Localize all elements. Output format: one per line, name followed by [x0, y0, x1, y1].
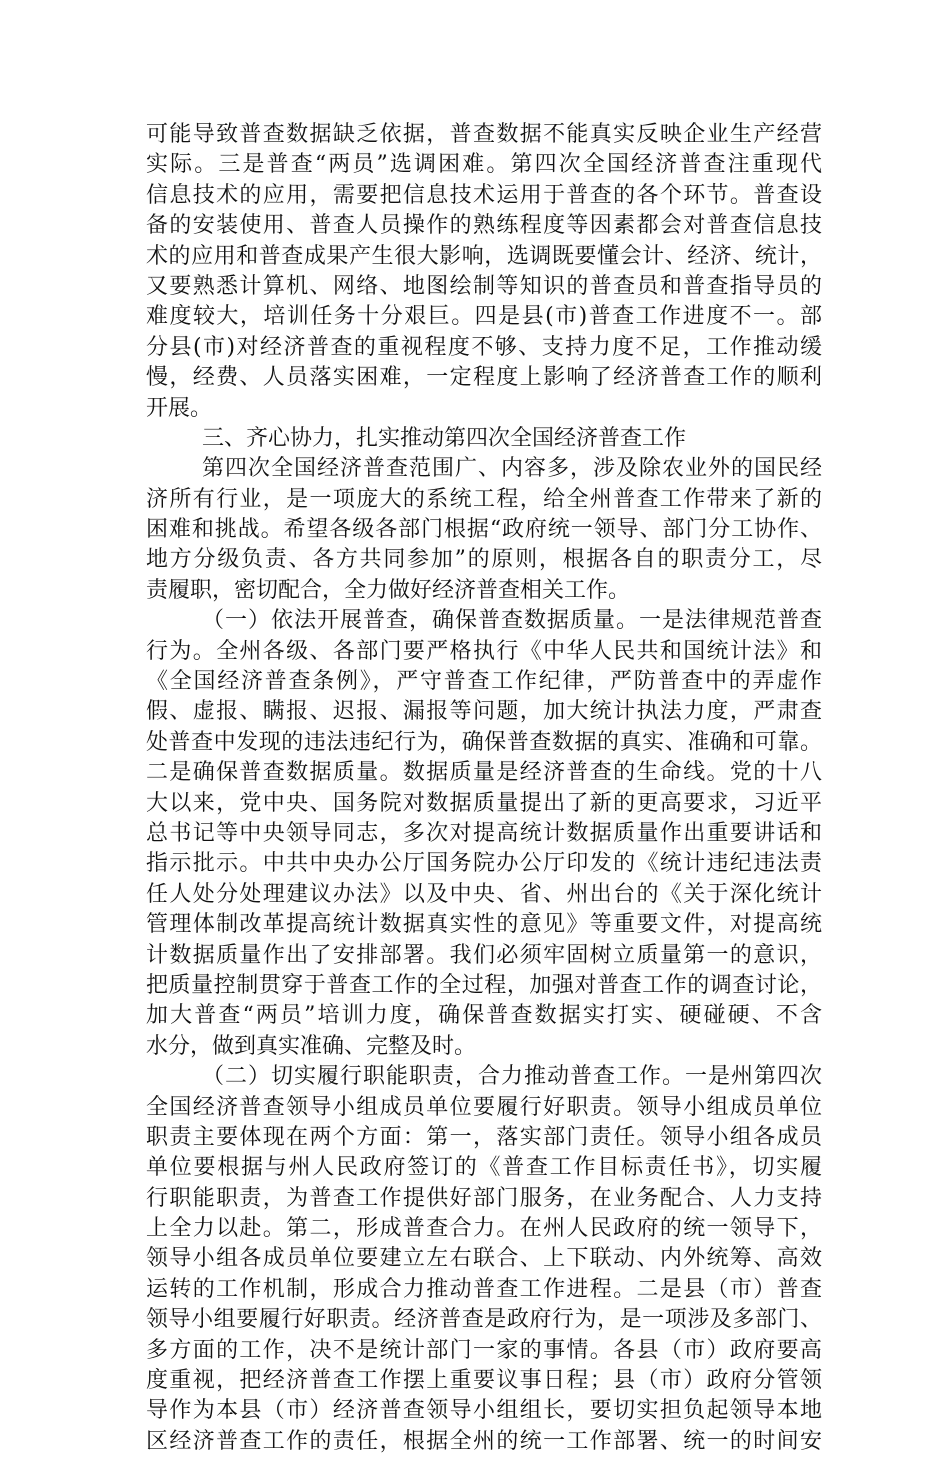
text-line: 难度较大，培训任务十分艰巨。四是县(市)普查工作进度不一。部 — [146, 304, 822, 330]
text-line: 慢，经费、人员落实困难，一定程度上影响了经济普查工作的顺利 — [146, 365, 822, 391]
text-line: 单位要根据与州人民政府签订的《普查工作目标责任书》，切实履 — [146, 1155, 822, 1181]
text-line: 实际。三是普查“两员”选调困难。第四次全国经济普查注重现代 — [146, 152, 822, 178]
text-line: 第四次全国经济普查范围广、内容多，涉及除农业外的国民经 — [202, 456, 822, 482]
body-text — [146, 120, 822, 1457]
text-line: 二是确保普查数据质量。数据质量是经济普查的生命线。党的十八 — [146, 760, 822, 786]
text-line: 运转的工作机制，形成合力推动普查工作进程。二是县（市）普查 — [146, 1276, 822, 1302]
text-line: （一）依法开展普查，确保普查数据质量。一是法律规范普查 — [202, 608, 822, 634]
text-line: 又要熟悉计算机、网络、地图绘制等知识的普查员和普查指导员的 — [146, 273, 822, 299]
text-line: （二）切实履行职能职责，合力推动普查工作。一是州第四次 — [202, 1064, 822, 1090]
text-line: 备的安装使用、普查人员操作的熟练程度等因素都会对普查信息技 — [146, 213, 822, 239]
text-line: 全国经济普查领导小组成员单位要履行好职责。领导小组成员单位 — [146, 1094, 822, 1120]
text-line: 水分，做到真实准确、完整及时。 — [146, 1033, 477, 1059]
text-line: 加大普查“两员”培训力度，确保普查数据实打实、硬碰硬、不含 — [146, 1003, 822, 1029]
text-line: 指示批示。中共中央办公厅国务院办公厅印发的《统计违纪违法责 — [146, 851, 822, 877]
text-line: 导作为本县（市）经济普查领导小组组长，要切实担负起领导本地 — [146, 1398, 822, 1424]
text-line: 职责主要体现在两个方面：第一，落实部门责任。领导小组各成员 — [146, 1124, 822, 1150]
text-line: 行职能职责，为普查工作提供好部门服务，在业务配合、人力支持 — [146, 1185, 822, 1211]
text-line: 处普查中发现的违法违纪行为，确保普查数据的真实、准确和可靠。 — [146, 729, 822, 755]
section-heading: 三、齐心协力，扎实推动第四次全国经济普查工作 — [202, 425, 687, 451]
text-line: 分县(市)对经济普查的重视程度不够、支持力度不足，工作推动缓 — [146, 334, 822, 360]
text-line: 大以来，党中央、国务院对数据质量提出了新的更高要求，习近平 — [146, 790, 822, 816]
text-line: 行为。全州各级、各部门要严格执行《中华人民共和国统计法》和 — [146, 638, 822, 664]
text-line: 把质量控制贯穿于普查工作的全过程，加强对普查工作的调查讨论， — [146, 972, 822, 998]
text-line: 计数据质量作出了安排部署。我们必须牢固树立质量第一的意识， — [146, 942, 822, 968]
text-line: 管理体制改革提高统计数据真实性的意见》等重要文件，对提高统 — [146, 912, 822, 938]
text-line: 总书记等中央领导同志，多次对提高统计数据质量作出重要讲话和 — [146, 820, 822, 846]
text-line: 责履职，密切配合，全力做好经济普查相关工作。 — [146, 577, 631, 603]
text-line: 假、虚报、瞒报、迟报、漏报等问题，加大统计执法力度，严肃查 — [146, 699, 822, 725]
text-line: 术的应用和普查成果产生很大影响，选调既要懂会计、经济、统计， — [146, 243, 822, 269]
text-line: 信息技术的应用，需要把信息技术运用于普查的各个环节。普查设 — [146, 182, 822, 208]
text-line: 领导小组要履行好职责。经济普查是政府行为，是一项涉及多部门、 — [146, 1307, 822, 1333]
text-line: 度重视，把经济普查工作摆上重要议事日程；县（市）政府分管领 — [146, 1368, 822, 1394]
text-line: 区经济普查工作的责任，根据全州的统一工作部署、统一的时间安 — [146, 1428, 822, 1454]
text-line: 困难和挑战。希望各级各部门根据“政府统一领导、部门分工协作、 — [146, 517, 822, 543]
text-line: 开展。 — [146, 395, 213, 421]
text-line: 上全力以赴。第二，形成普查合力。在州人民政府的统一领导下， — [146, 1216, 822, 1242]
text-line: 地方分级负责、各方共同参加”的原则，根据各自的职责分工，尽 — [146, 547, 822, 573]
text-line: 任人处分处理建议办法》以及中央、省、州出台的《关于深化统计 — [146, 881, 822, 907]
text-line: 多方面的工作，决不是统计部门一家的事情。各县（市）政府要高 — [146, 1337, 822, 1363]
text-line: 济所有行业，是一项庞大的系统工程，给全州普查工作带来了新的 — [146, 486, 822, 512]
text-line: 《全国经济普查条例》，严守普查工作纪律，严防普查中的弄虚作 — [146, 669, 822, 695]
text-line: 领导小组各成员单位要建立左右联合、上下联动、内外统筹、高效 — [146, 1246, 822, 1272]
text-line: 可能导致普查数据缺乏依据，普查数据不能真实反映企业生产经营 — [146, 122, 822, 147]
